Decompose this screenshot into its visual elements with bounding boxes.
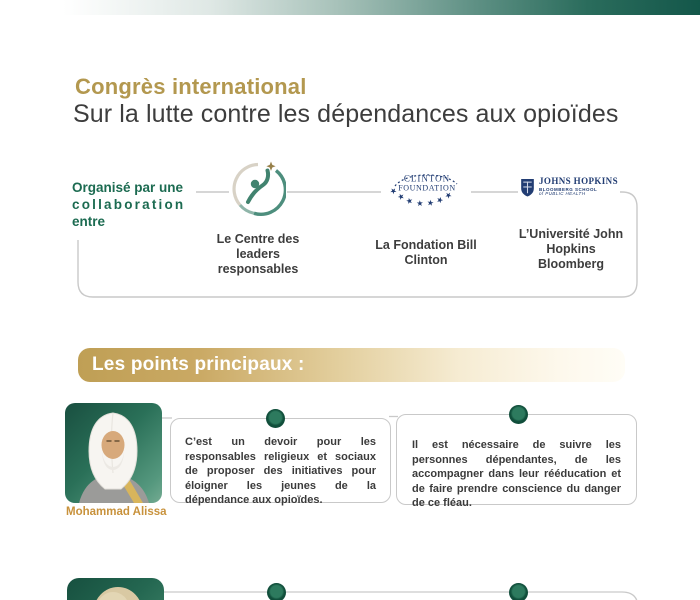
collaboration-intro-line3: entre	[72, 214, 106, 229]
quote-text-1: C’est un devoir pour les responsables religieux et sociaux de proposer des initiatives pour éloigner les jeunes de la dépendance aux opioïdes.	[185, 436, 376, 506]
partner-label-leaders	[202, 232, 314, 277]
partner-label-line: Le Centre des	[216, 232, 300, 246]
timeline-dot	[266, 409, 285, 428]
jh-logo-text3: of PUBLIC HEALTH	[539, 191, 586, 197]
svg-text:★: ★	[416, 198, 424, 209]
quote-card-2	[396, 414, 637, 509]
page-title: Congrès international	[75, 74, 307, 99]
clinton-logo-graphic	[381, 164, 471, 210]
partner-label-line: La Fondation Bill	[375, 238, 477, 252]
clinton-logo-text1: CLINTON	[403, 173, 451, 184]
partner-label-line: Bloomberg	[538, 257, 604, 271]
partner-label-line: Hopkins	[546, 242, 596, 256]
portrait-graphic-2	[67, 578, 164, 600]
quote-text-2: Il est nécessaire de suivre les personnes dépendantes, de les accompagner dans leur rééducation et de faire prendre conscience du danger de ce fléau.	[412, 439, 621, 509]
svg-text:★: ★	[387, 185, 400, 197]
johns-hopkins-shield-icon	[520, 178, 535, 197]
speaker-name: Mohammad Alissa	[66, 506, 167, 518]
quote-card-1	[170, 418, 391, 506]
timeline-dot	[267, 583, 286, 600]
clinton-foundation-logo-icon	[381, 164, 471, 210]
jh-logo-text2: BLOOMBERG SCHOOL	[539, 186, 598, 192]
portrait-graphic	[65, 403, 162, 503]
svg-text:★: ★	[442, 189, 454, 202]
partner-label-line: leaders	[236, 247, 280, 261]
johns-hopkins-logo-icon	[518, 172, 620, 202]
page-subtitle: Sur la lutte contre les dépendances aux opioïdes	[73, 100, 619, 128]
partner-label-clinton	[368, 238, 484, 268]
partner-label-line: Clinton	[404, 253, 448, 267]
collaboration-intro	[72, 179, 212, 230]
mohammad-alissa-photo	[65, 403, 162, 503]
collaboration-intro-line1: Organisé par une	[72, 180, 184, 195]
partner-label-line: responsables	[217, 262, 299, 276]
section-heading-bar	[78, 348, 625, 382]
svg-text:★: ★	[405, 195, 414, 207]
top-gradient-band	[0, 0, 700, 15]
second-speaker-photo	[67, 578, 164, 600]
leaders-circle-logo-icon	[229, 160, 287, 218]
johns-hopkins-logo-text	[539, 177, 618, 197]
clinton-logo-text2: FOUNDATION	[398, 183, 456, 193]
partner-label-line: L’Université John	[518, 227, 624, 241]
svg-text:★: ★	[434, 194, 445, 206]
row2-connector-line	[163, 592, 638, 600]
svg-text:★: ★	[426, 198, 435, 208]
timeline-dot	[509, 583, 528, 600]
section-heading-label: Les points principaux :	[92, 354, 305, 375]
timeline-dot	[509, 405, 528, 424]
svg-text:★: ★	[395, 191, 407, 203]
leaders-logo-graphic	[230, 161, 286, 217]
partner-label-johns-hopkins	[512, 227, 630, 272]
jh-logo-text1: JOHNS HOPKINS	[539, 175, 618, 186]
collaboration-intro-line2: collaboration	[72, 197, 186, 212]
